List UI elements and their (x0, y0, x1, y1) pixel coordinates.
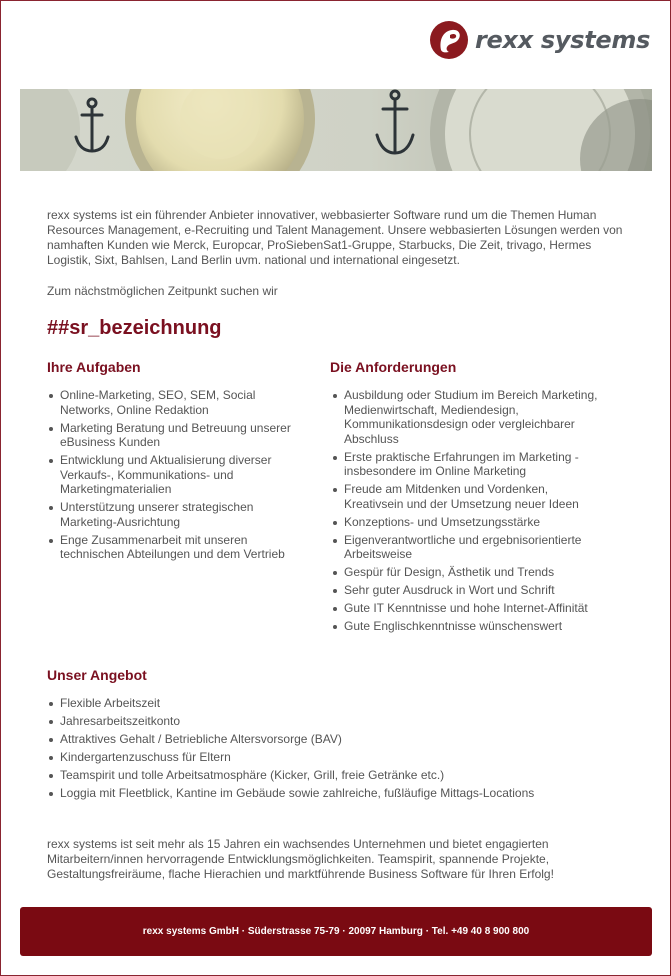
list-item: Eigenverantwortliche und ergebnisorientierte Arbeitsweise (331, 533, 599, 562)
list-item: Gute IT Kenntnisse und hohe Internet-Affinität (331, 601, 599, 616)
list-item: Entwicklung und Aktualisierung diverser Verkaufs-, Kommunikations- und Marketingmaterialien (47, 453, 292, 497)
offer-heading: Unser Angebot (47, 667, 147, 683)
list-item: Konzeptions- und Umsetzungsstärke (331, 515, 599, 530)
list-item: Jahresarbeitszeitkonto (47, 714, 627, 729)
requirements-list (331, 388, 599, 637)
list-item: Sehr guter Ausdruck in Wort und Schrift (331, 583, 599, 598)
list-item: Freude am Mitdenken und Vordenken, Kreativsein und der Umsetzung neuer Ideen (331, 482, 599, 511)
list-item: Teamspirit und tolle Arbeitsatmosphäre (Kicker, Grill, freie Getränke etc.) (47, 768, 627, 783)
anchor-buttons-illustration (20, 89, 652, 171)
company-intro-text: rexx systems ist ein führender Anbieter innovativer, webbasierter Software rund um die Themen Human Resources Management, e-Recruiting und Talent Management. Unsere webbasierten Lösungen werden von namhaften Kunden wie Merck, Europcar, ProSiebenSat1-Gruppe, Starbucks, Die Zeit, trivago, Hermes Logistik, Sixt, Bahlsen, Land Berlin uvm. national und international eingesetzt. (47, 208, 623, 267)
list-item: Attraktives Gehalt / Betriebliche Altersvorsorge (BAV) (47, 732, 627, 747)
search-statement: Zum nächstmöglichen Zeitpunkt suchen wir (47, 284, 278, 298)
list-item: Enge Zusammenarbeit mit unseren technischen Abteilungen und dem Vertrieb (47, 533, 292, 562)
footer-contact-text: rexx systems GmbH · Süderstrasse 75-79 · 20097 Hamburg · Tel. +49 40 8 900 800 (142, 926, 530, 937)
header-banner-image (20, 89, 652, 171)
list-item: Flexible Arbeitszeit (47, 696, 627, 711)
closing-text: rexx systems ist seit mehr als 15 Jahren ein wachsendes Unternehmen und bietet engagierten Mitarbeitern/innen hervorragende Entwicklungsmöglichkeiten. Teamspirit, spannende Projekte, Gestaltungsfreiräume, flache Hierachien und marktführende Business Software für Ihren Erfolg! (47, 837, 554, 881)
list-item: Marketing Beratung und Betreuung unserer eBusiness Kunden (47, 421, 292, 450)
list-item: Gespür für Design, Ästhetik und Trends (331, 565, 599, 580)
list-item: Gute Englischkenntnisse wünschenswert (331, 619, 599, 634)
list-item: Loggia mit Fleetblick, Kantine im Gebäude sowie zahlreiche, fußläufige Mittags-Locations (47, 786, 627, 801)
list-item: Ausbildung oder Studium im Bereich Marketing, Medienwirtschaft, Mediendesign, Kommunikationsdesign oder vergleichbarer Abschluss (331, 388, 599, 446)
list-item: Online-Marketing, SEO, SEM, Social Networks, Online Redaktion (47, 388, 292, 417)
requirements-heading: Die Anforderungen (330, 359, 457, 375)
job-title: ##sr_bezeichnung (47, 317, 222, 339)
list-item: Kindergartenzuschuss für Eltern (47, 750, 627, 765)
company-logo[interactable] (429, 20, 650, 60)
logo-text: rexx systems (475, 26, 651, 54)
offer-list (47, 696, 627, 804)
tasks-heading: Ihre Aufgaben (47, 359, 141, 375)
footer-contact-bar (20, 907, 652, 956)
logo-mark-icon (429, 20, 469, 60)
tasks-list (47, 388, 292, 565)
list-item: Erste praktische Erfahrungen im Marketing - insbesondere im Online Marketing (331, 450, 599, 479)
list-item: Unterstützung unserer strategischen Marketing-Ausrichtung (47, 500, 292, 529)
